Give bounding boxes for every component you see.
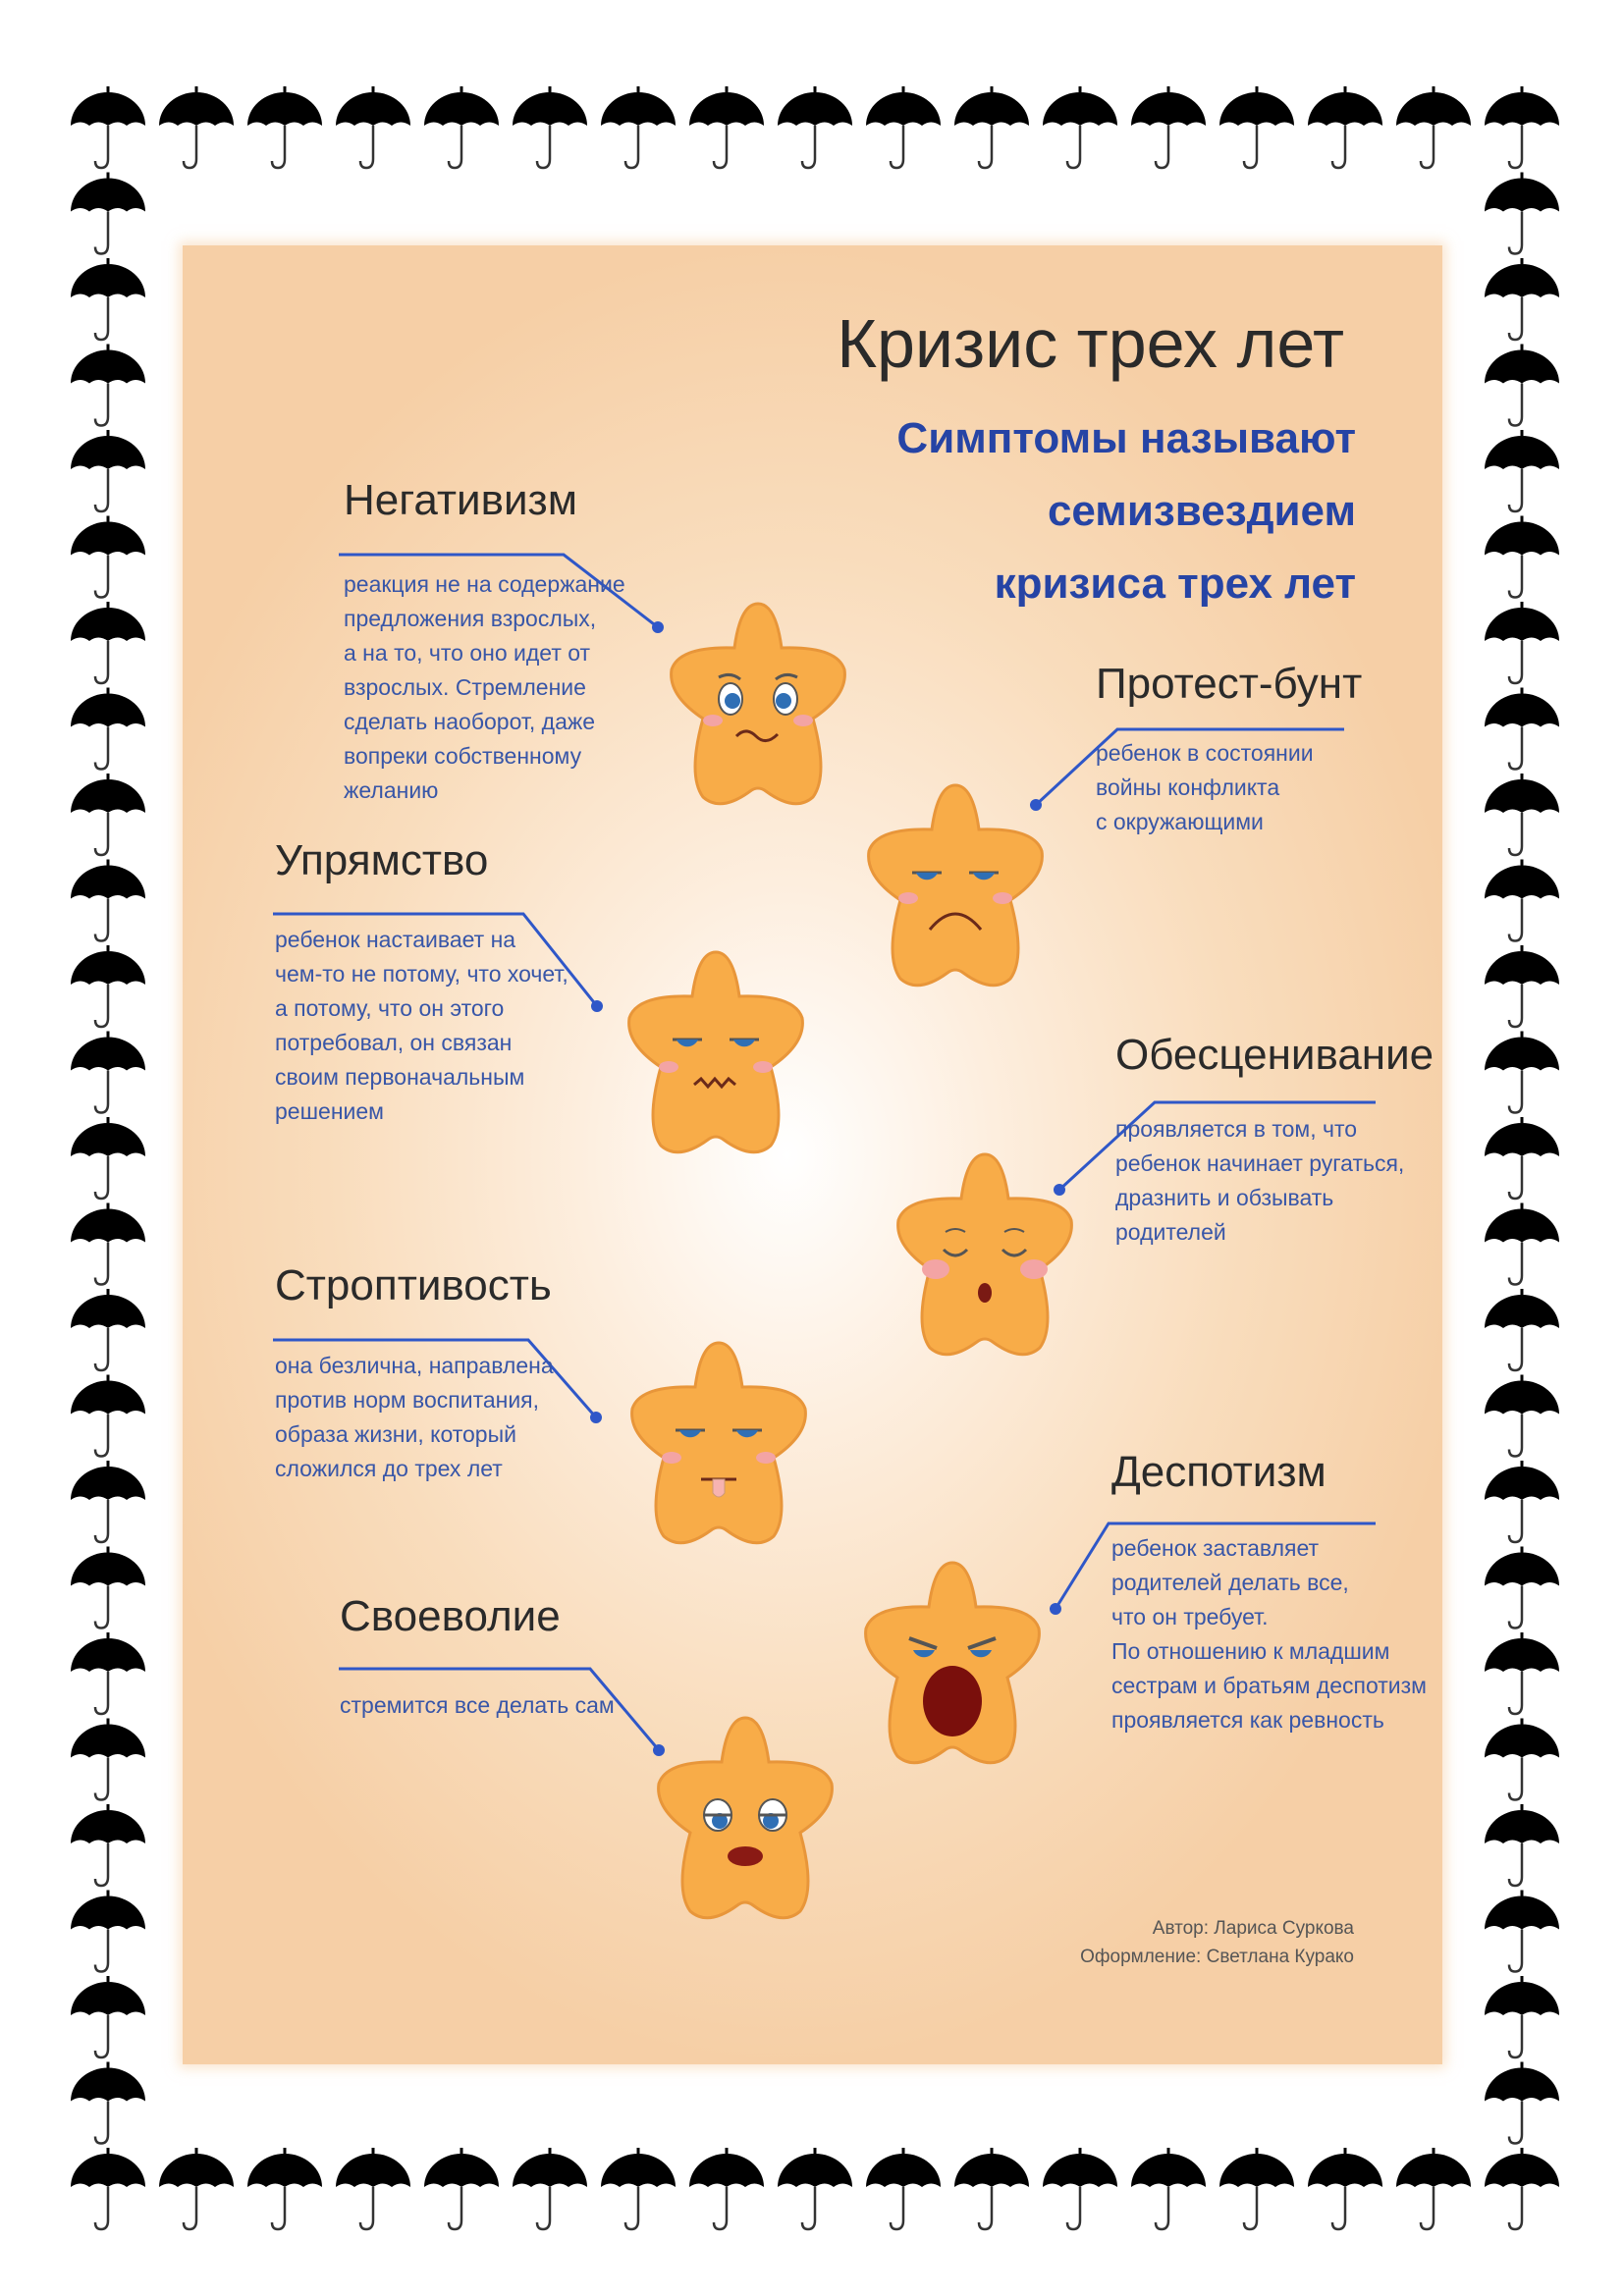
umbrella-icon [1219,86,1294,168]
umbrella-icon [1485,860,1559,941]
umbrella-icon [71,688,145,770]
umbrella-icon [1485,430,1559,511]
connector-dot-despotism [1050,1603,1061,1615]
umbrella-icon [71,1117,145,1199]
umbrella-icon [424,86,499,168]
umbrella-icon [778,2148,852,2229]
heading-stubbornness: Упрямство [275,836,489,884]
umbrella-icon [336,2148,410,2229]
heading-protest: Протест-бунт [1096,660,1363,708]
umbrella-icon [513,86,587,168]
umbrella-icon [1485,1203,1559,1285]
umbrella-icon [71,1891,145,1972]
umbrella-icon [71,1289,145,1370]
umbrella-icon [247,2148,322,2229]
umbrella-icon [1396,2148,1471,2229]
umbrella-icon [71,2148,145,2229]
umbrella-icon [1485,1375,1559,1457]
umbrella-icon [1485,2062,1559,2144]
umbrella-icon [1219,2148,1294,2229]
umbrella-icon [1308,86,1382,168]
desc-stubbornness: ребенок настаивает на чем-то не потому, что хочет, а потому, что он этого потребовал, он связан своим первоначальным решением [275,927,568,1124]
umbrella-icon [1485,602,1559,683]
umbrella-icon [71,1547,145,1629]
umbrella-icon [1308,2148,1382,2229]
desc-negativism: реакция не на содержание предложения взрослых, а на то, что оно идет от взрослых. Стремление сделать наоборот, даже вопреки собственному желанию [344,571,625,803]
umbrella-icon [1043,2148,1117,2229]
poster-title: Кризис трех лет [837,305,1344,382]
umbrella-icon [601,2148,676,2229]
umbrella-icon [71,86,145,168]
desc-selfwill: стремится все делать сам [340,1692,615,1718]
umbrella-icon [71,602,145,683]
umbrella-icon [71,1461,145,1542]
umbrella-icon [71,173,145,254]
umbrella-icon [71,516,145,598]
desc-despotism: ребенок заставляет родителей делать все, что он требует. По отношению к младшим сестрам и братьям деспотизм проявляется как ревность [1111,1535,1427,1733]
desc-obstinacy: она безлична, направлена против норм воспитания, образа жизни, который сложился до трех лет [275,1353,554,1481]
umbrella-icon [1043,86,1117,168]
umbrella-icon [71,345,145,426]
umbrella-icon [1131,2148,1206,2229]
umbrella-icon [1485,1976,1559,2057]
umbrella-icon [71,1719,145,1800]
star-character-tongue [621,1333,817,1559]
umbrella-icon [1396,86,1471,168]
heading-despotism: Деспотизм [1111,1448,1326,1496]
umbrella-icon [71,1976,145,2057]
umbrella-icon [689,86,764,168]
umbrella-icon [689,2148,764,2229]
umbrella-icon [71,1032,145,1113]
umbrella-icon [1485,945,1559,1027]
umbrella-icon [1485,2148,1559,2229]
credits [1080,1914,1354,1971]
star-character-stubborn [618,942,814,1168]
umbrella-icon [71,2062,145,2144]
umbrella-icon [159,86,234,168]
umbrella-icon [71,945,145,1027]
umbrella-icon [1485,1461,1559,1542]
umbrella-icon [1485,688,1559,770]
star-character-sad [857,775,1054,1001]
credit-design: Оформление: Светлана Курако [1080,1947,1354,1967]
umbrella-icon [159,2148,234,2229]
umbrella-icon [71,774,145,855]
umbrella-icon [1485,1719,1559,1800]
star-character-worried [660,594,856,820]
credit-author: Автор: Лариса Суркова [1152,1918,1354,1939]
connector-dot-stubbornness [591,1000,603,1012]
umbrella-icon [1485,86,1559,168]
umbrella-icon [71,860,145,941]
heading-devaluation: Обесценивание [1115,1031,1435,1079]
connector-dot-obstinacy [590,1412,602,1423]
infographic-poster [183,245,1442,2064]
umbrella-icon [71,1804,145,1886]
star-character-surprised [887,1145,1083,1370]
umbrella-icon [513,2148,587,2229]
star-character-shouting [854,1553,1051,1779]
umbrella-icon [954,2148,1029,2229]
desc-protest: ребенок в состоянии войны конфликта с окружающими [1096,740,1314,834]
umbrella-icon [1485,516,1559,598]
umbrella-icon [601,86,676,168]
umbrella-icon [866,86,941,168]
umbrella-icon [71,430,145,511]
umbrella-icon [1485,1632,1559,1714]
umbrella-icon [336,86,410,168]
umbrella-icon [1485,1289,1559,1370]
umbrella-icon [1485,345,1559,426]
umbrella-icon [1485,1804,1559,1886]
umbrella-icon [954,86,1029,168]
umbrella-icon [71,1203,145,1285]
umbrella-icon [1131,86,1206,168]
umbrella-icon [1485,173,1559,254]
umbrella-icon [1485,1547,1559,1629]
umbrella-icon [1485,258,1559,340]
umbrella-icon [778,86,852,168]
umbrella-icon [866,2148,941,2229]
subtitle-line-2: кризиса трех лет [994,560,1356,608]
umbrella-icon [71,1632,145,1714]
desc-devaluation: проявляется в том, что ребенок начинает ругаться, дразнить и обзывать родителей [1115,1116,1405,1245]
umbrella-icon [71,258,145,340]
heading-negativism: Негативизм [344,476,577,524]
umbrella-icon [1485,774,1559,855]
subtitle-line-1: Симптомы называют семизвездием [896,414,1356,535]
heading-obstinacy: Строптивость [275,1261,552,1309]
umbrella-icon [424,2148,499,2229]
umbrella-icon [1485,1032,1559,1113]
umbrella-icon [1485,1117,1559,1199]
umbrella-icon [1485,1891,1559,1972]
umbrella-icon [247,86,322,168]
umbrella-icon [71,1375,145,1457]
heading-selfwill: Своеволие [340,1592,561,1640]
star-character-tired [647,1708,843,1934]
